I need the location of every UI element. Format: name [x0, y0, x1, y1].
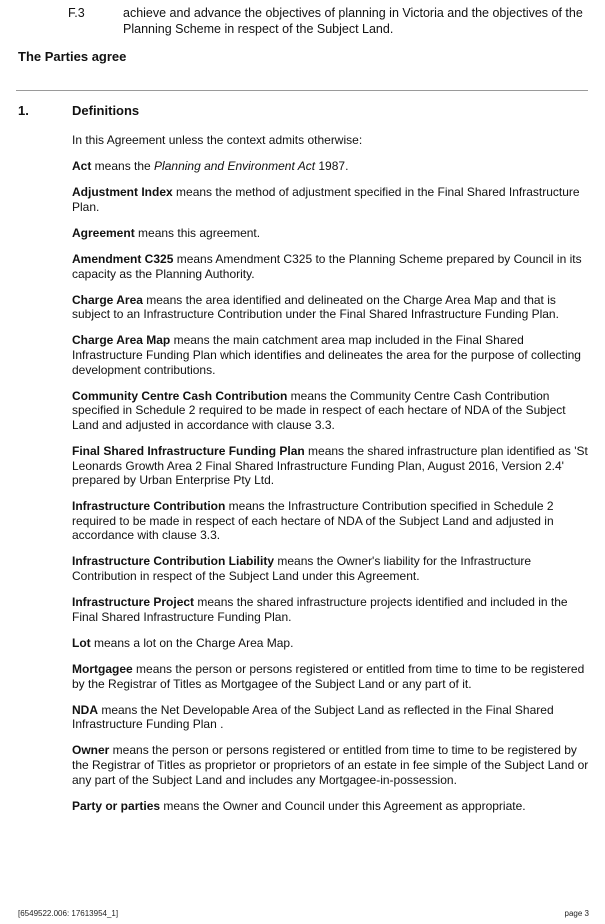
- definition-paragraph: [72, 595, 592, 624]
- definition-paragraph: [72, 799, 592, 814]
- definitions-list: [72, 159, 592, 813]
- definition-paragraph: [72, 185, 592, 214]
- definition-paragraph: [72, 333, 592, 377]
- definition-text-end: 1987.: [315, 159, 349, 174]
- definition-text: means the person or persons registered or entitled from time to time to be registered by the Registrar of Titles as Mortgagee of the Subject Land or any part of it.: [72, 661, 585, 691]
- definition-paragraph: [72, 662, 592, 691]
- definition-term: Act: [72, 159, 92, 174]
- definition-paragraph: [72, 226, 592, 241]
- definition-text: means the Infrastructure Contribution specified in Schedule 2 required to be made in respect of each hectare of NDA of the Subject Land and adjusted in accordance with clause 3.3.: [72, 499, 554, 543]
- definition-paragraph: [72, 444, 592, 488]
- definition-paragraph: [72, 389, 592, 433]
- definition-text: means the shared infrastructure projects identified and included in the Final Shared Infrastructure Funding Plan.: [72, 595, 568, 624]
- definition-text: means the Owner's liability for the Infrastructure Contribution in respect of the Subject Land under this Agreement.: [72, 554, 532, 584]
- definition-term: Party or parties: [72, 798, 161, 813]
- definition-paragraph: [72, 159, 592, 174]
- definition-paragraph: [72, 703, 592, 732]
- definition-paragraph: [72, 636, 592, 651]
- definition-term: Charge Area: [72, 292, 143, 307]
- definition-italic-text: Planning and Environment Act: [154, 159, 316, 174]
- definition-term: Owner: [72, 743, 110, 758]
- definition-term: Mortgagee: [72, 661, 133, 676]
- definition-paragraph: [72, 293, 592, 322]
- section-title: Definitions: [72, 103, 140, 118]
- definition-term: Charge Area Map: [72, 333, 171, 348]
- definition-term: Infrastructure Project: [72, 595, 195, 610]
- definition-text: means this agreement.: [134, 225, 261, 240]
- definition-term: Final Shared Infrastructure Funding Plan: [72, 443, 305, 458]
- definition-term: Agreement: [72, 225, 135, 240]
- footer-page-number: page 3: [564, 909, 589, 918]
- definition-term: Infrastructure Contribution: [72, 499, 226, 514]
- definition-text: means the Community Centre Cash Contribution specified in Schedule 2 required to be made in respect of each hectare of NDA of the Subject Land and adjusted in accordance with clause 3.3.: [72, 388, 566, 432]
- definition-text: means Amendment C325 to the Planning Scheme prepared by Council in its capacity as the Planning Authority.: [72, 251, 582, 281]
- definition-text: means a lot on the Charge Area Map.: [90, 635, 294, 650]
- definition-paragraph: [72, 554, 592, 583]
- section-number: 1.: [18, 103, 29, 118]
- definition-term: Adjustment Index: [72, 185, 173, 200]
- section-divider: [16, 90, 588, 91]
- parties-heading: The Parties agree: [18, 49, 127, 64]
- footer-doc-ref: [6549522.006: 17613954_1]: [18, 909, 119, 918]
- definition-term: Amendment C325: [72, 251, 174, 266]
- clause-number: F.3: [68, 6, 85, 20]
- definition-paragraph: [72, 499, 592, 543]
- definition-term: Lot: [72, 635, 91, 650]
- definition-term: NDA: [72, 702, 98, 717]
- definitions-body: [72, 133, 592, 825]
- definition-term: Community Centre Cash Contribution: [72, 388, 288, 403]
- definition-text: means the main catchment area map included in the Final Shared Infrastructure Funding Plan which identifies and delineates the area for the purpose of collecting development contributions.: [72, 333, 581, 377]
- definition-paragraph: [72, 743, 592, 787]
- intro-paragraph: In this Agreement unless the context admits otherwise:: [72, 133, 363, 147]
- definition-term: Infrastructure Contribution Liability: [72, 554, 275, 569]
- definition-paragraph: [72, 252, 592, 281]
- definition-text: means the shared infrastructure plan identified as 'St Leonards Growth Area 2 Final Shared Infrastructure Funding Plan, August 2016, Version 2.4' prepared by Urban Enterprise Pty Ltd.: [72, 443, 588, 488]
- definition-text: means the Net Developable Area of the Subject Land as reflected in the Final Shared Infrastructure Funding Plan .: [72, 702, 554, 732]
- definition-text: means the: [91, 159, 155, 174]
- definition-text: means the Owner and Council under this Agreement as appropriate.: [160, 798, 526, 813]
- definition-text: means the area identified and delineated on the Charge Area Map and that is subject to an Infrastructure Contribution under the Final Shared Infrastructure Funding Plan.: [72, 292, 559, 322]
- clause-text: achieve and advance the objectives of planning in Victoria and the objectives of the Planning Scheme in respect of the Subject Land.: [123, 6, 583, 36]
- definition-text: means the person or persons registered or entitled from time to time to be registered by the Registrar of Titles as proprietor or proprietors of an estate in fee simple of the Subject Land or any part of the Subject Land and includes any Mortgagee-in-possession.: [72, 743, 589, 787]
- definition-text: means the method of adjustment specified in the Final Shared Infrastructure Plan.: [72, 185, 580, 214]
